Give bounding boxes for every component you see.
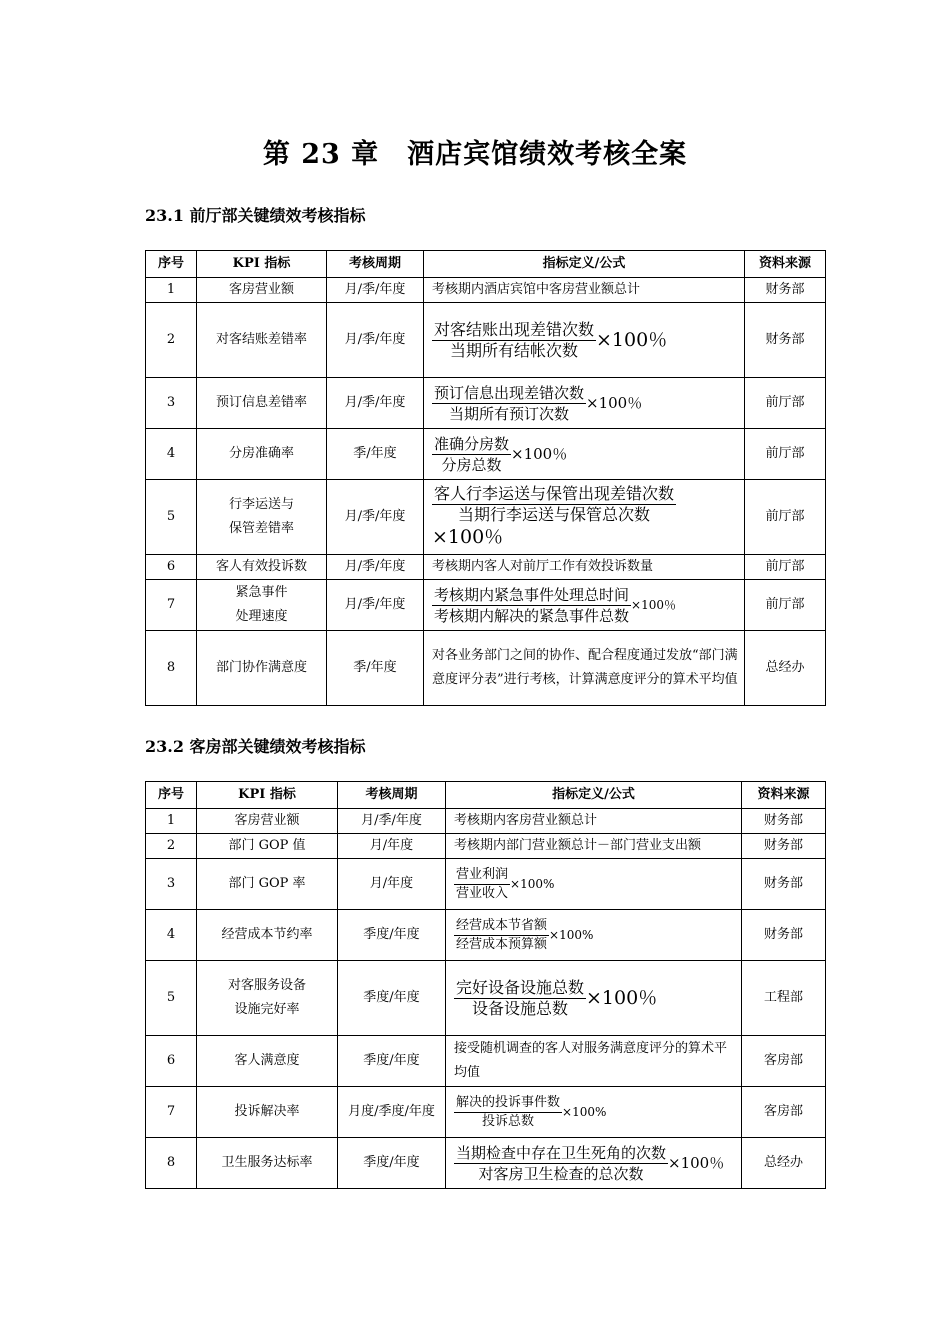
row-no: 4 xyxy=(146,429,197,480)
table-row xyxy=(146,1138,826,1189)
row-kpi-line2: 设施完好率 xyxy=(234,1002,300,1017)
table-row xyxy=(146,631,826,706)
formula-numerator: 完好设备设施总数 xyxy=(456,977,585,997)
row-source: 财务部 xyxy=(745,278,826,303)
formula-fraction xyxy=(454,1094,562,1131)
table-header-row xyxy=(146,782,826,809)
row-formula xyxy=(446,961,742,1036)
page-title: 第 23 章 酒店宾馆绩效考核全案 xyxy=(262,139,688,170)
formula-multiplier: ×100％ xyxy=(432,526,504,549)
row-formula xyxy=(446,1138,742,1189)
row-kpi: 投诉解决率 xyxy=(197,1087,338,1138)
table-row xyxy=(146,834,826,859)
row-kpi: 部门 GOP 率 xyxy=(197,859,338,910)
row-period: 月/季/年度 xyxy=(327,555,424,580)
row-no: 5 xyxy=(146,480,197,555)
formula-numerator: 预订信息出现差错次数 xyxy=(434,383,585,402)
row-kpi: 预订信息差错率 xyxy=(197,378,327,429)
table-row xyxy=(146,480,826,555)
header-definition: 指标定义/公式 xyxy=(424,251,745,278)
formula-multiplier: ×100% xyxy=(510,877,555,891)
header-source: 资料来源 xyxy=(742,782,826,809)
row-source: 客房部 xyxy=(742,1087,826,1138)
row-period: 月/季/年度 xyxy=(338,809,446,834)
formula-multiplier: ×100% xyxy=(562,1105,607,1119)
table-header-row xyxy=(146,251,826,278)
row-definition: 考核期内客人对前厅工作有效投诉数量 xyxy=(424,555,745,580)
header-kpi: KPI 指标 xyxy=(197,251,327,278)
row-source: 前厅部 xyxy=(745,429,826,480)
row-formula xyxy=(424,378,745,429)
row-kpi xyxy=(197,961,338,1036)
row-period: 月/季/年度 xyxy=(327,303,424,378)
row-formula xyxy=(424,303,745,378)
row-period: 季度/年度 xyxy=(338,910,446,961)
row-source: 客房部 xyxy=(742,1036,826,1087)
table-row xyxy=(146,859,826,910)
row-source: 财务部 xyxy=(742,910,826,961)
row-kpi: 部门协作满意度 xyxy=(197,631,327,706)
row-kpi-line2: 保管差错率 xyxy=(228,521,294,536)
formula-multiplier: ×100% xyxy=(549,928,594,942)
formula-multiplier: ×100％ xyxy=(586,394,643,412)
row-definition: 考核期内部门营业额总计－部门营业支出额 xyxy=(446,834,742,859)
row-kpi-line1: 行李运送与 xyxy=(228,497,294,512)
row-no: 5 xyxy=(146,961,197,1036)
front-office-kpi-table xyxy=(145,250,826,706)
row-no: 1 xyxy=(146,278,197,303)
row-source: 前厅部 xyxy=(745,480,826,555)
formula-multiplier: ×100％ xyxy=(631,598,676,612)
header-source: 资料来源 xyxy=(745,251,826,278)
row-kpi: 客房营业额 xyxy=(197,809,338,834)
formula-fraction xyxy=(454,917,549,954)
row-kpi-line1: 对客服务设备 xyxy=(227,978,306,993)
row-definition: 接受随机调查的客人对服务满意度评分的算术平均值 xyxy=(446,1036,742,1087)
formula-numerator: 客人行李运送与保管出现差错次数 xyxy=(434,484,675,504)
table-row xyxy=(146,809,826,834)
row-kpi xyxy=(197,580,327,631)
formula-numerator: 当期检查中存在卫生死角的次数 xyxy=(456,1143,667,1162)
header-period: 考核周期 xyxy=(338,782,446,809)
row-kpi: 卫生服务达标率 xyxy=(197,1138,338,1189)
header-definition: 指标定义/公式 xyxy=(446,782,742,809)
row-period: 月/年度 xyxy=(338,859,446,910)
formula-fraction xyxy=(454,866,510,903)
row-no: 8 xyxy=(146,631,197,706)
housekeeping-kpi-table xyxy=(145,781,826,1189)
formula-numerator: 解决的投诉事件数 xyxy=(454,1094,562,1113)
row-source: 工程部 xyxy=(742,961,826,1036)
header-no: 序号 xyxy=(146,251,197,278)
row-source: 财务部 xyxy=(742,859,826,910)
row-kpi: 客人满意度 xyxy=(197,1036,338,1087)
row-no: 2 xyxy=(146,303,197,378)
row-formula xyxy=(446,910,742,961)
row-period: 月/季/年度 xyxy=(327,278,424,303)
row-formula xyxy=(424,480,745,555)
row-period: 月/季/年度 xyxy=(327,378,424,429)
row-kpi: 客房营业额 xyxy=(197,278,327,303)
row-source: 总经办 xyxy=(745,631,826,706)
row-no: 7 xyxy=(146,580,197,631)
formula-denominator: 考核期内解决的紧急事件总数 xyxy=(434,606,630,625)
row-source: 前厅部 xyxy=(745,580,826,631)
formula-denominator: 投诉总数 xyxy=(482,1113,535,1129)
table-row xyxy=(146,910,826,961)
formula-numerator: 经营成本节省额 xyxy=(454,917,549,936)
formula-fraction xyxy=(432,383,586,424)
table-row xyxy=(146,378,826,429)
row-definition: 考核期内酒店宾馆中客房营业额总计 xyxy=(424,278,745,303)
table-row xyxy=(146,278,826,303)
header-kpi: KPI 指标 xyxy=(197,782,338,809)
table-row xyxy=(146,961,826,1036)
formula-fraction xyxy=(454,978,586,1019)
formula-fraction xyxy=(432,484,676,525)
row-source: 总经办 xyxy=(742,1138,826,1189)
row-kpi: 部门 GOP 值 xyxy=(197,834,338,859)
formula-denominator: 当期所有预订次数 xyxy=(449,404,570,423)
row-formula xyxy=(424,429,745,480)
row-kpi xyxy=(197,480,327,555)
formula-numerator: 考核期内紧急事件处理总时间 xyxy=(434,585,630,604)
row-source: 财务部 xyxy=(745,303,826,378)
row-kpi: 对客结账差错率 xyxy=(197,303,327,378)
formula-multiplier: ×100％ xyxy=(596,329,668,351)
row-period: 季/年度 xyxy=(327,429,424,480)
row-kpi-line1: 紧急事件 xyxy=(235,585,288,600)
row-kpi: 经营成本节约率 xyxy=(197,910,338,961)
formula-numerator: 对客结账出现差错次数 xyxy=(434,319,595,339)
formula-fraction xyxy=(432,434,511,475)
header-no: 序号 xyxy=(146,782,197,809)
row-no: 6 xyxy=(146,555,197,580)
table-row xyxy=(146,1087,826,1138)
row-definition: 考核期内客房营业额总计 xyxy=(446,809,742,834)
row-kpi: 分房准确率 xyxy=(197,429,327,480)
row-no: 3 xyxy=(146,859,197,910)
table-row xyxy=(146,429,826,480)
row-period: 季度/年度 xyxy=(338,1036,446,1087)
formula-multiplier: ×100％ xyxy=(668,1154,725,1172)
row-period: 月/季/年度 xyxy=(327,580,424,631)
formula-denominator: 分房总数 xyxy=(441,455,502,474)
row-no: 6 xyxy=(146,1036,197,1087)
table-row xyxy=(146,555,826,580)
formula-denominator: 经营成本预算额 xyxy=(456,936,548,952)
row-no: 8 xyxy=(146,1138,197,1189)
row-kpi: 客人有效投诉数 xyxy=(197,555,327,580)
row-period: 月/年度 xyxy=(338,834,446,859)
header-period: 考核周期 xyxy=(327,251,424,278)
row-source: 前厅部 xyxy=(745,555,826,580)
formula-denominator: 对客房卫生检查的总次数 xyxy=(478,1164,644,1183)
row-source: 财务部 xyxy=(742,809,826,834)
row-formula xyxy=(424,580,745,631)
formula-fraction xyxy=(432,320,596,361)
formula-numerator: 营业利润 xyxy=(454,866,510,885)
section-heading-front-office: 23.1 前厅部关键绩效考核指标 xyxy=(145,206,366,225)
row-no: 4 xyxy=(146,910,197,961)
row-formula xyxy=(446,1087,742,1138)
row-kpi-line2: 处理速度 xyxy=(235,609,288,624)
formula-denominator: 营业收入 xyxy=(456,885,509,901)
formula-multiplier: ×100％ xyxy=(511,445,568,463)
row-period: 月度/季度/年度 xyxy=(338,1087,446,1138)
row-no: 1 xyxy=(146,809,197,834)
row-no: 3 xyxy=(146,378,197,429)
row-period: 季/年度 xyxy=(327,631,424,706)
formula-denominator: 设备设施总数 xyxy=(472,998,569,1018)
row-no: 7 xyxy=(146,1087,197,1138)
formula-denominator: 当期所有结帐次数 xyxy=(450,340,579,360)
table-row xyxy=(146,580,826,631)
row-no: 2 xyxy=(146,834,197,859)
row-source: 前厅部 xyxy=(745,378,826,429)
table-row xyxy=(146,1036,826,1087)
row-period: 季度/年度 xyxy=(338,961,446,1036)
table-row xyxy=(146,303,826,378)
formula-denominator: 当期行李运送与保管总次数 xyxy=(458,505,651,525)
formula-fraction xyxy=(432,585,631,626)
row-period: 月/季/年度 xyxy=(327,480,424,555)
row-period: 季度/年度 xyxy=(338,1138,446,1189)
row-source: 财务部 xyxy=(742,834,826,859)
row-formula xyxy=(446,859,742,910)
formula-numerator: 准确分房数 xyxy=(434,434,510,453)
section-heading-housekeeping: 23.2 客房部关键绩效考核指标 xyxy=(145,737,366,756)
formula-fraction xyxy=(454,1143,668,1184)
row-definition: 对各业务部门之间的协作、配合程度通过发放“部门满意度评分表”进行考核，计算满意度评分的算术平均值 xyxy=(424,631,745,706)
formula-multiplier: ×100％ xyxy=(586,987,658,1009)
